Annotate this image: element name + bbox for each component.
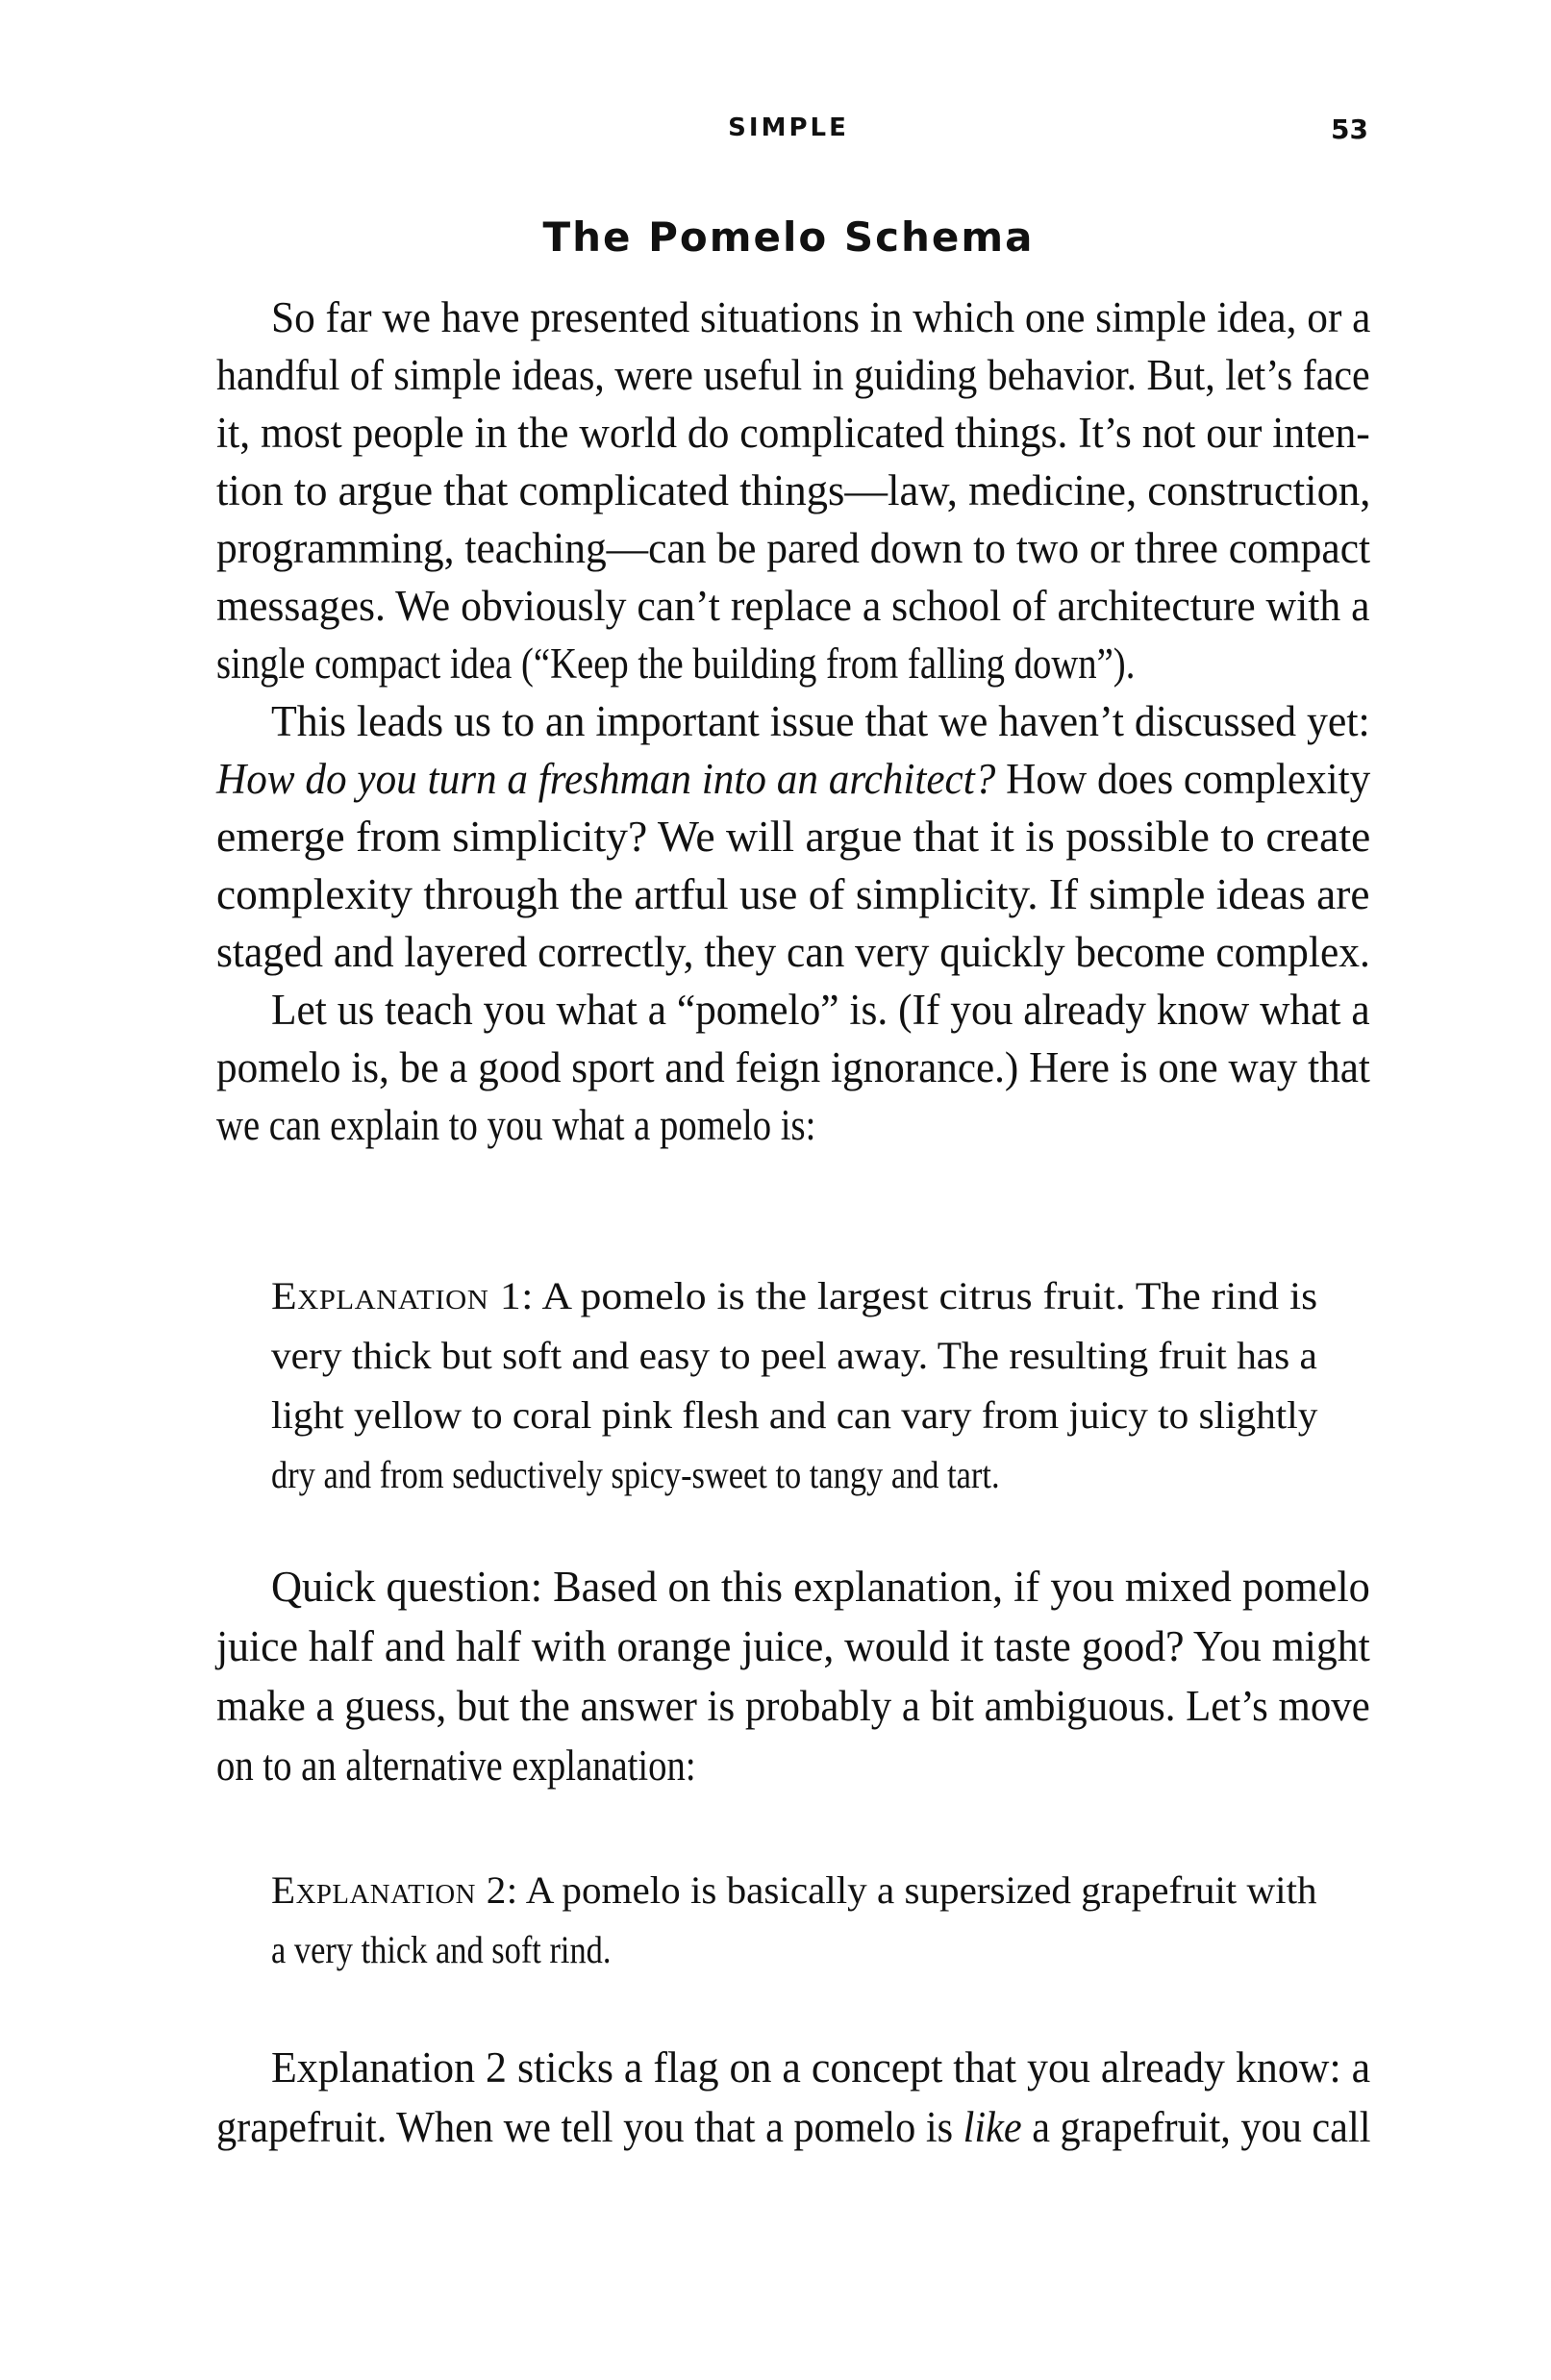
paragraph-3-line: pomelo is, be a good sport and feign ignorance.) Here is one way that [216,1043,1370,1091]
paragraph-1-line: messages. We obviously can’t replace a school of architecture with a [216,582,1370,630]
explanation-1-line: dry and from seductively spicy-sweet to tangy and tart. [271,1453,1000,1496]
paragraph-2-line [216,750,1370,808]
paragraph-5-text: grapefruit. When we tell you that a pomelo is [216,2103,963,2151]
paragraph-1-line: So far we have presented situations in which one simple idea, or a [271,293,1371,341]
italic-like: like [963,2103,1022,2151]
paragraph-3-line: Let us teach you what a “pomelo” is. (If you already know what a [271,986,1370,1034]
paragraph-2-line: staged and layered correctly, they can very quickly become complex. [216,928,1370,976]
explanation-1-label: Explanation 1: [271,1274,534,1317]
paragraph-4-line: on to an alternative explanation: [216,1741,696,1790]
explanation-1-line: light yellow to coral pink flesh and can vary from juicy to slightly [271,1393,1318,1437]
paragraph-2-line: emerge from simplicity? We will argue that it is possible to create [216,813,1371,861]
page-number: 53 [1331,113,1368,145]
paragraph-1-line: handful of simple ideas, were useful in guiding behavior. But, let’s face [216,351,1370,399]
paragraph-1-line: single compact idea (“Keep the building from falling down”). [216,639,1136,688]
italic-question: How do you turn a freshman into an architect? [216,755,996,803]
paragraph-3-line: we can explain to you what a pomelo is: [216,1101,816,1149]
paragraph-5-text: a grapefruit, you call [1021,2103,1371,2151]
paragraph-4-line: Quick question: Based on this explanation, if you mixed pomelo [271,1563,1370,1611]
paragraph-1-line: it, most people in the world do complicated things. It’s not our inten- [216,409,1370,457]
section-title: The Pomelo Schema [542,213,1035,261]
running-head: SIMPLE [728,113,849,142]
explanation-2-line: a very thick and soft rind. [271,1928,612,1971]
explanation-1-line [271,1267,1317,1325]
paragraph-4-line: make a guess, but the answer is probably a bit ambiguous. Let’s move [216,1682,1370,1730]
explanation-2-label: Explanation 2: [271,1868,518,1912]
paragraph-2-line: This leads us to an important issue that we haven’t discussed yet: [271,697,1370,745]
paragraph-1-line: programming, teaching—can be pared down to two or three compact [216,524,1371,572]
explanation-2-text: A pomelo is basically a supersized grapefruit with [517,1868,1317,1912]
paragraph-2-line: complexity through the artful use of simplicity. If simple ideas are [216,870,1370,918]
paragraph-2-text: How does complexity [995,755,1371,803]
explanation-1-line: very thick but soft and easy to peel away. The resulting fruit has a [271,1334,1317,1377]
paragraph-5-line: Explanation 2 sticks a flag on a concept that you already know: a [271,2043,1371,2092]
explanation-1-text: A pomelo is the largest citrus fruit. The rind is [533,1274,1318,1317]
paragraph-4-line: juice half and half with orange juice, would it taste good? You might [216,1622,1370,1670]
paragraph-1-line: tion to argue that complicated things—law, medicine, construction, [216,466,1371,514]
paragraph-5-line [216,2098,1370,2156]
explanation-2-line [271,1862,1317,1919]
